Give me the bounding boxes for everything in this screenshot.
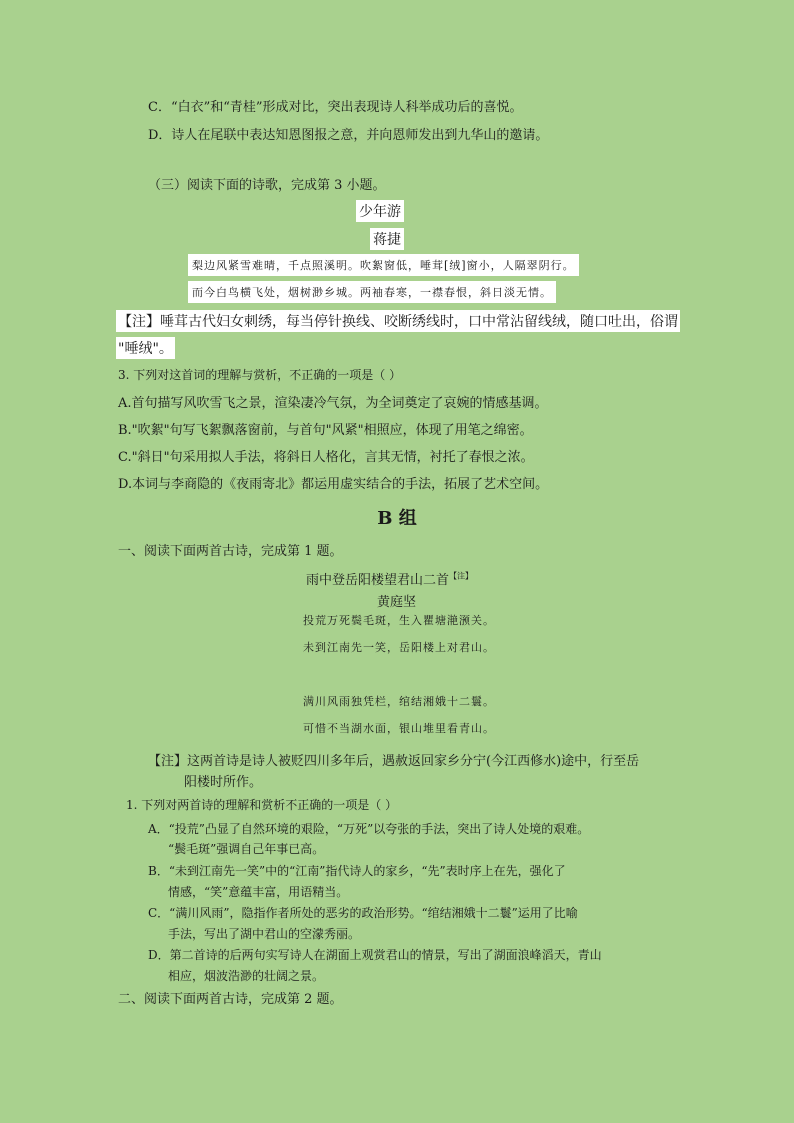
poem-title: 少年游 [356,200,404,222]
note-line-1: 【注】唾茸古代妇女刺绣，每当停针换线、咬断绣线时，口中常沾留线绒，随口吐出，俗谓 [116,310,680,332]
group-b-option-a-line-2: “鬓毛斑”强调自己年事已高。 [168,842,325,856]
poem-line-1: 梨边风紧雪难晴，千点照溪明。吹絮窗低，唾茸[绒]窗小，人隔翠阴行。 [188,254,579,276]
poem-b-author: 黄庭坚 [377,595,417,610]
option-d-text: D．诗人在尾联中表达知恩图报之意，并向恩师发出到九华山的邀请。 [148,128,549,143]
group-b-question-1: 1. 下列对两首诗的理解和赏析不正确的一项是（ ） [126,798,398,812]
poem-b1-line-2: 未到江南先一笑，岳阳楼上对君山。 [303,641,495,654]
note-line-2: "唾绒"。 [116,337,175,359]
poem-line-2: 而今白鸟横飞处，烟树渺乡城。两袖春寒，一襟春恨，斜日淡无情。 [188,281,556,303]
question-3: 3. 下列对这首词的理解与赏析，不正确的一项是（ ） [118,368,402,382]
poem-b2-line-2: 可惜不当湖水面，银山堆里看青山。 [303,722,495,735]
poem-author: 蒋捷 [370,228,404,250]
option-c-text: C．“白衣”和“青桂”形成对比，突出表现诗人科举成功后的喜悦。 [148,100,523,115]
poem-b-title-note: 【注】 [449,571,474,581]
group-b-option-d-line-1: D．第二首诗的后两句实写诗人在湖面上观赏君山的情景，写出了湖面浪峰滔天，青山 [148,948,602,962]
question-3-option-c: C."斜日"句采用拟人手法，将斜日人格化，言其无情，衬托了春恨之浓。 [118,450,534,465]
group-b-option-b-line-1: B．“未到江南先一笑”中的“江南”指代诗人的家乡，“先”表时序上在先，强化了 [148,864,566,878]
poem-b-title-text: 雨中登岳阳楼望君山二首 [306,573,450,588]
question-3-option-d: D.本词与李商隐的《夜雨寄北》都运用虚实结合的手法，拓展了艺术空间。 [118,477,549,492]
group-b-option-b-line-2: 情感，“笑”意蕴丰富，用语精当。 [168,885,349,899]
group-b-section-2-intro: 二、阅读下面两首古诗，完成第 2 题。 [118,992,343,1007]
group-b-option-a-line-1: A．“投荒”凸显了自然环境的艰险，“万死”以夸张的手法，突出了诗人处境的艰难。 [148,822,590,836]
group-b-option-c-line-1: C．“满川风雨”，隐指作者所处的恶劣的政治形势。“绾结湘娥十二鬟”运用了比喻 [148,906,578,920]
question-3-option-a: A.首句描写风吹雪飞之景，渲染凄冷气氛，为全词奠定了哀婉的情感基调。 [118,396,548,411]
group-b-note-line-1: 【注】这两首诗是诗人被贬四川多年后，遇赦返回家乡分宁(今江西修水)途中，行至岳 [148,754,640,769]
poem-b2-line-1: 满川风雨独凭栏，绾结湘娥十二鬟。 [303,695,495,708]
poem-b1-line-1: 投荒万死鬓毛斑，生入瞿塘滟滪关。 [303,614,495,627]
group-b-option-d-line-2: 相应，烟波浩渺的壮阔之景。 [168,969,325,983]
group-b-heading: B 组 [377,508,417,529]
question-3-option-b: B."吹絮"句写飞絮飘落窗前，与首句"风紧"相照应，体现了用笔之绵密。 [118,423,533,438]
poem-b-title [306,569,473,588]
section-3-intro: （三）阅读下面的诗歌，完成第 3 小题。 [148,178,386,193]
group-b-note-line-2: 阳楼时所作。 [184,775,263,790]
group-b-section-1-intro: 一、阅读下面两首古诗，完成第 1 题。 [118,544,343,559]
group-b-option-c-line-2: 手法，写出了湖中君山的空濛秀丽。 [168,927,361,941]
